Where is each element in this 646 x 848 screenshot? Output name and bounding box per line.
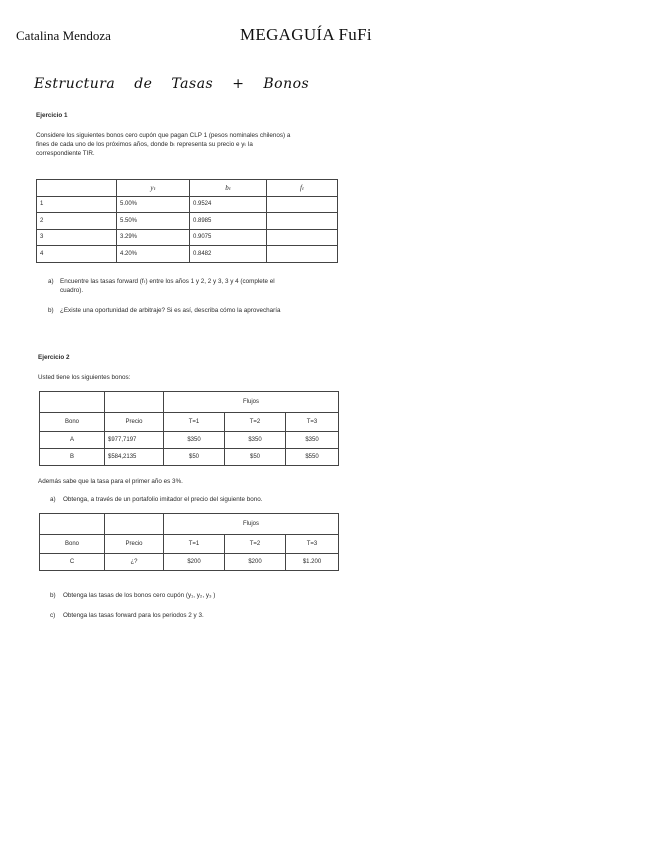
table-header-cell: T=2 <box>225 413 286 432</box>
table-cell: $50 <box>164 449 225 466</box>
question-1b: ¿Existe una oportunidad de arbitraje? Si es así, describa cómo la aprovecharía <box>60 307 281 314</box>
table-cell: 5.00% <box>117 196 190 213</box>
table-cell: 0.9075 <box>190 229 267 246</box>
table-cell: 0.8482 <box>190 246 267 263</box>
title-word: Bonos <box>263 76 310 92</box>
table-header-cell <box>105 514 164 535</box>
bonds-table-3 <box>39 513 339 571</box>
table-row <box>40 554 339 571</box>
intro-line: fines de cada uno de los próximos años, donde bₜ representa su precio e yₜ la <box>36 141 253 148</box>
first-year-rate-note: Además sabe que la tasa para el primer año es 3%. <box>38 478 183 485</box>
table-cell: ¿? <box>105 554 164 571</box>
question-2b-label: b) <box>50 592 56 599</box>
table-cell: 3 <box>37 229 117 246</box>
question-line: cuadro). <box>60 287 84 294</box>
title-word: Tasas <box>171 76 214 92</box>
title-word: de <box>134 76 153 92</box>
table-cell: 1 <box>37 196 117 213</box>
intro-line: correspondiente TIR. <box>36 150 95 157</box>
table-header-cell: T=3 <box>286 535 339 554</box>
question-1a <box>60 277 275 295</box>
handwritten-section-title <box>34 76 309 92</box>
title-word: + <box>232 76 245 92</box>
question-1b-label: b) <box>48 307 54 314</box>
table-row <box>37 229 338 246</box>
table-cell: 2 <box>37 213 117 230</box>
table-header-row <box>40 392 339 413</box>
table-header-cell: fₜ <box>267 180 338 197</box>
question-2c-label: c) <box>50 612 56 619</box>
table-cell: $550 <box>286 449 339 466</box>
question-2c: Obtenga las tasas forward para los periodos 2 y 3. <box>63 612 204 619</box>
table-header-row <box>40 535 339 554</box>
table-header-cell <box>37 180 117 197</box>
table-cell[interactable] <box>267 246 338 263</box>
table-cell: A <box>40 432 105 449</box>
table-cell: $977,7197 <box>105 432 164 449</box>
table-row <box>40 449 339 466</box>
title-word: Estructura <box>34 76 116 92</box>
question-2a: Obtenga, a través de un portafolio imitador el precio del siguiente bono. <box>63 496 263 503</box>
table-header-row <box>40 413 339 432</box>
table-cell: 0.8985 <box>190 213 267 230</box>
table-header-cell <box>40 514 105 535</box>
table-header-cell: T=3 <box>286 413 339 432</box>
table-header-cell: Bono <box>40 535 105 554</box>
bonds-table-1 <box>36 179 338 263</box>
table-header-cell: T=1 <box>164 413 225 432</box>
question-line: Encuentre las tasas forward (fₜ) entre los años 1 y 2, 2 y 3, 3 y 4 (complete el <box>60 278 275 285</box>
table-row <box>40 432 339 449</box>
table-cell: 3.29% <box>117 229 190 246</box>
author-name: Catalina Mendoza <box>16 28 111 43</box>
table-row <box>37 213 338 230</box>
table-header-cell: T=2 <box>225 535 286 554</box>
bonds-table-2 <box>39 391 339 466</box>
table-cell: $350 <box>286 432 339 449</box>
table-cell: C <box>40 554 105 571</box>
exercise-2-intro: Usted tiene los siguientes bonos: <box>38 374 131 381</box>
table-cell: B <box>40 449 105 466</box>
question-2a-label: a) <box>50 496 56 503</box>
table-cell: $1.200 <box>286 554 339 571</box>
exercise-1-intro <box>36 131 290 158</box>
table-cell[interactable] <box>267 213 338 230</box>
table-row <box>37 246 338 263</box>
table-row <box>37 196 338 213</box>
flujos-header: Flujos <box>164 392 339 413</box>
intro-line: Considere los siguientes bonos cero cupón que pagan CLP 1 (pesos nominales chilenos) a <box>36 132 291 139</box>
table-header-cell: Precio <box>105 535 164 554</box>
table-header-cell: yₜ <box>117 180 190 197</box>
table-header-cell: Precio <box>105 413 164 432</box>
document-title: MEGAGUÍA FuFi <box>240 25 372 44</box>
question-2b: Obtenga las tasas de los bonos cero cupón (y₁, y₂, y₃ ) <box>63 592 216 599</box>
table-header-row <box>37 180 338 197</box>
table-cell: $350 <box>225 432 286 449</box>
question-1a-label: a) <box>48 278 54 285</box>
table-header-cell: Bono <box>40 413 105 432</box>
table-cell: $584,2135 <box>105 449 164 466</box>
table-cell: 4.20% <box>117 246 190 263</box>
table-cell: 0.9524 <box>190 196 267 213</box>
exercise-1-heading: Ejercicio 1 <box>36 112 68 119</box>
table-cell: $50 <box>225 449 286 466</box>
table-header-cell: T=1 <box>164 535 225 554</box>
table-cell: $200 <box>225 554 286 571</box>
flujos-header: Flujos <box>164 514 339 535</box>
table-cell: $350 <box>164 432 225 449</box>
table-header-cell: bₜ <box>190 180 267 197</box>
table-cell: 5.50% <box>117 213 190 230</box>
table-cell: 4 <box>37 246 117 263</box>
table-cell: $200 <box>164 554 225 571</box>
table-header-row <box>40 514 339 535</box>
exercise-2-heading: Ejercicio 2 <box>38 354 70 361</box>
table-cell[interactable] <box>267 196 338 213</box>
table-header-cell <box>40 392 105 413</box>
table-cell[interactable] <box>267 229 338 246</box>
table-header-cell <box>105 392 164 413</box>
